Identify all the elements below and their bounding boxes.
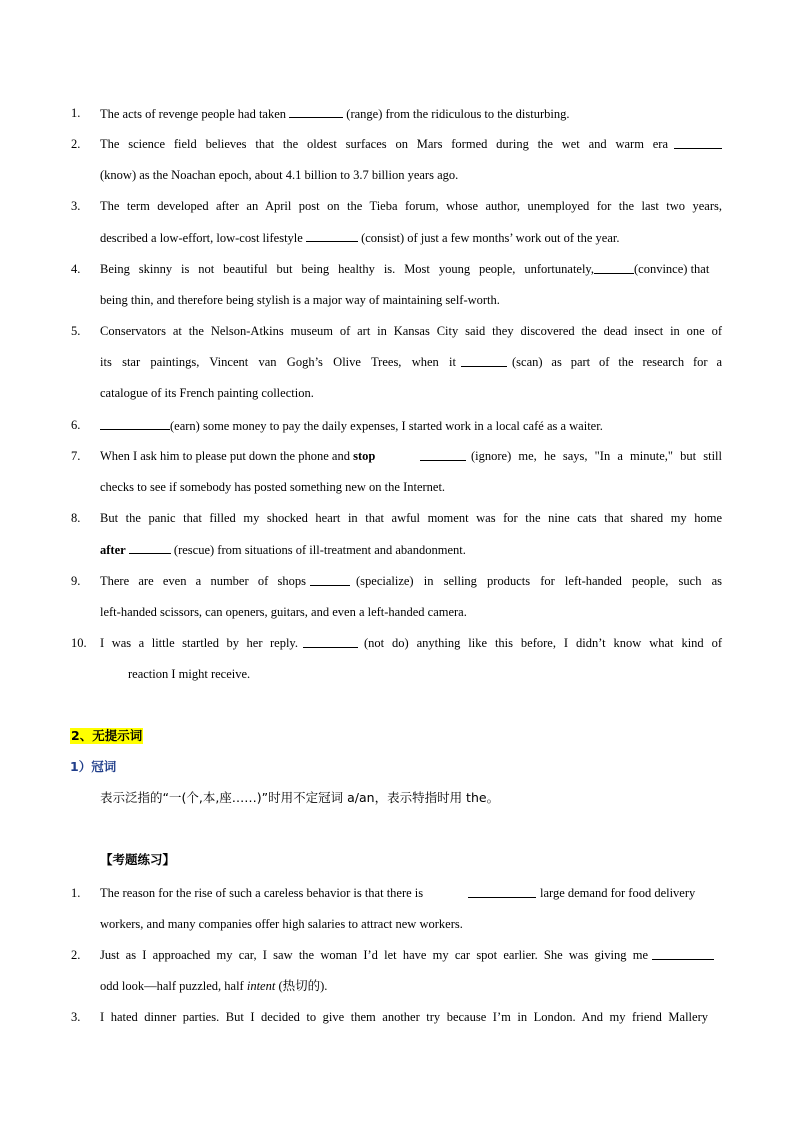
practice-1-line-1: The reason for the rise of such a careless behavior is that there is bbox=[100, 886, 424, 900]
section-heading: 2、无提示词 bbox=[71, 728, 143, 743]
answer-blank[interactable] bbox=[674, 136, 722, 149]
question-number: 2. bbox=[71, 948, 81, 962]
question-4-line-1-end: (convince) that bbox=[634, 262, 710, 276]
question-7-line-2: checks to see if somebody has posted something new on the Internet. bbox=[100, 480, 446, 494]
grammar-rule: 表示泛指的“一(个,本,座……)”时用不定冠词 a/an，表示特指时用 the。 bbox=[100, 790, 500, 805]
question-number: 1. bbox=[71, 106, 81, 120]
question-number: 3. bbox=[71, 1010, 81, 1024]
question-8-line-1: But the panic that filled my shocked heart in that awful moment was for the nine cats that shared my home bbox=[100, 511, 722, 525]
question-number: 2. bbox=[71, 137, 81, 151]
question-2-line-2: (know) as the Noachan epoch, about 4.1 billion to 3.7 billion years ago. bbox=[100, 168, 459, 182]
question-number: 7. bbox=[71, 449, 81, 463]
answer-blank[interactable] bbox=[100, 417, 170, 430]
question-number: 9. bbox=[71, 574, 81, 588]
answer-blank[interactable] bbox=[303, 635, 358, 648]
answer-blank[interactable] bbox=[468, 885, 536, 898]
question-3-line-2: described a low-effort, low-cost lifestyle (consist) of just a few months’ work out of the year. bbox=[100, 231, 620, 245]
question-number: 1. bbox=[71, 886, 81, 900]
question-10-line-2: reaction I might receive. bbox=[128, 667, 251, 681]
question-number: 3. bbox=[71, 199, 81, 213]
practice-3-line-1: I hated dinner parties. But I decided to give them another try because I’m in London. And my friend Mallery bbox=[100, 1010, 708, 1024]
bold-keyword: stop bbox=[353, 449, 376, 463]
question-10-line-1: I was a little startled by her reply. bbox=[100, 636, 298, 650]
answer-blank[interactable] bbox=[461, 354, 507, 367]
question-number: 6. bbox=[71, 418, 81, 432]
answer-blank[interactable] bbox=[652, 947, 714, 960]
practice-heading: 【考题练习】 bbox=[100, 852, 176, 867]
answer-blank[interactable] bbox=[306, 229, 358, 242]
question-6-line-1: (earn) some money to pay the daily expenses, I started work in a local café as a waiter. bbox=[100, 417, 722, 434]
question-8-line-2: after (rescue) from situations of ill-treatment and abandonment. bbox=[100, 543, 466, 557]
question-10-line-1-end: (not do) anything like this before, I didn’t know what kind of bbox=[364, 636, 722, 650]
question-4-line-2: being thin, and therefore being stylish is a major way of maintaining self-worth. bbox=[100, 293, 500, 307]
answer-blank[interactable] bbox=[289, 105, 343, 118]
question-4-line-1: Being skinny is not beautiful but being healthy is. Most young people, unfortunately, bbox=[100, 262, 594, 276]
question-number: 10. bbox=[71, 636, 87, 650]
question-number: 5. bbox=[71, 324, 81, 338]
question-5-line-3: catalogue of its French painting collection. bbox=[100, 386, 314, 400]
question-2-line-1: The science field believes that the oldest surfaces on Mars formed during the wet and warm era bbox=[100, 137, 668, 151]
question-3-line-1: The term developed after an April post on the Tieba forum, whose author, unemployed for the last two years, bbox=[100, 199, 722, 213]
practice-2-line-2: odd look—half puzzled, half intent (热切的). bbox=[100, 979, 328, 993]
question-5-line-2: its star paintings, Vincent van Gogh’s Olive Trees, when it bbox=[100, 355, 456, 369]
question-9-line-1: There are even a number of shops bbox=[100, 574, 306, 588]
question-7-line-1-end: (ignore) me, he says, "In a minute," but still bbox=[471, 449, 722, 463]
italic-word: intent bbox=[246, 979, 276, 993]
question-1-line-1: The acts of revenge people had taken (range) from the ridiculous to the disturbing. bbox=[100, 107, 570, 121]
question-9-line-1-end: (specialize) in selling products for left-handed people, such as bbox=[356, 574, 722, 588]
answer-blank[interactable] bbox=[594, 261, 634, 274]
subsection-heading: 1）冠词 bbox=[70, 759, 117, 774]
answer-blank[interactable] bbox=[420, 448, 466, 461]
practice-1-line-1-end: large demand for food delivery bbox=[540, 886, 696, 900]
practice-1-line-2: workers, and many companies offer high salaries to attract new workers. bbox=[100, 917, 463, 931]
answer-blank[interactable] bbox=[310, 573, 350, 586]
question-9-line-2: left-handed scissors, can openers, guitars, and even a left-handed camera. bbox=[100, 605, 467, 619]
bold-keyword: after bbox=[100, 543, 126, 557]
question-number: 4. bbox=[71, 262, 81, 276]
answer-blank[interactable] bbox=[129, 541, 171, 554]
question-5-line-1: Conservators at the Nelson-Atkins museum of art in Kansas City said they discovered the dead insect in one of bbox=[100, 324, 722, 338]
practice-2-line-1: Just as I approached my car, I saw the woman I’d let have my car spot earlier. She was giving me bbox=[100, 948, 648, 962]
question-5-line-2-end: (scan) as part of the research for a bbox=[512, 355, 722, 369]
question-7-line-1: When I ask him to please put down the phone and stop bbox=[100, 449, 376, 463]
question-number: 8. bbox=[71, 511, 81, 525]
